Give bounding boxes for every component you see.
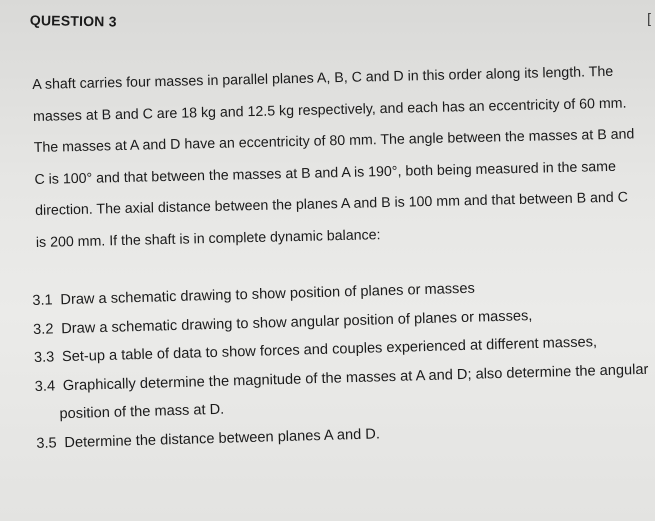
sub-question-number: 3.2 [32,320,54,338]
sub-question-number: 3.4 [34,377,56,395]
statement-line: is 200 mm. If the shaft is in complete dynamic balance: [35,226,381,251]
statement-line: direction. The axial distance between the planes A and B is 100 mm and that between B and C [35,189,629,219]
sub-question-3-4-continuation: position of the mass at D. [59,401,225,423]
problem-statement [32,56,648,259]
statement-line: The masses at A and D have an eccentricity of 80 mm. The angle between the masses at B and [33,126,635,156]
statement-line: A shaft carries four masses in parallel planes A, B, C and D in this order along its length. The [32,63,614,93]
sub-question-text: Draw a schematic drawing to show position of planes or masses [60,280,476,309]
corner-bracket: [ [647,10,651,26]
sub-question-number: 3.3 [33,349,55,366]
sub-questions [32,269,655,458]
statement-line: C is 100° and that between the masses at B and A is 190°, both being measured in the same [34,158,617,188]
question-heading: QUESTION 3 [29,12,117,30]
sub-question-text: Set-up a table of data to show forces and couples experienced at different masses, [61,334,598,366]
sub-question-text: Draw a schematic drawing to show angular position of planes or masses, [61,307,533,337]
sub-question-number: 3.1 [32,292,53,309]
sub-question-text: Graphically determine the magnitude of the masses at A and D; also determine the angular [62,361,649,394]
sub-question-text: Determine the distance between planes A and D. [64,425,381,451]
statement-line: masses at B and C are 18 kg and 12.5 kg respectively, and each has an eccentricity of 60 mm. [32,95,627,125]
sub-question-number: 3.5 [36,434,57,452]
